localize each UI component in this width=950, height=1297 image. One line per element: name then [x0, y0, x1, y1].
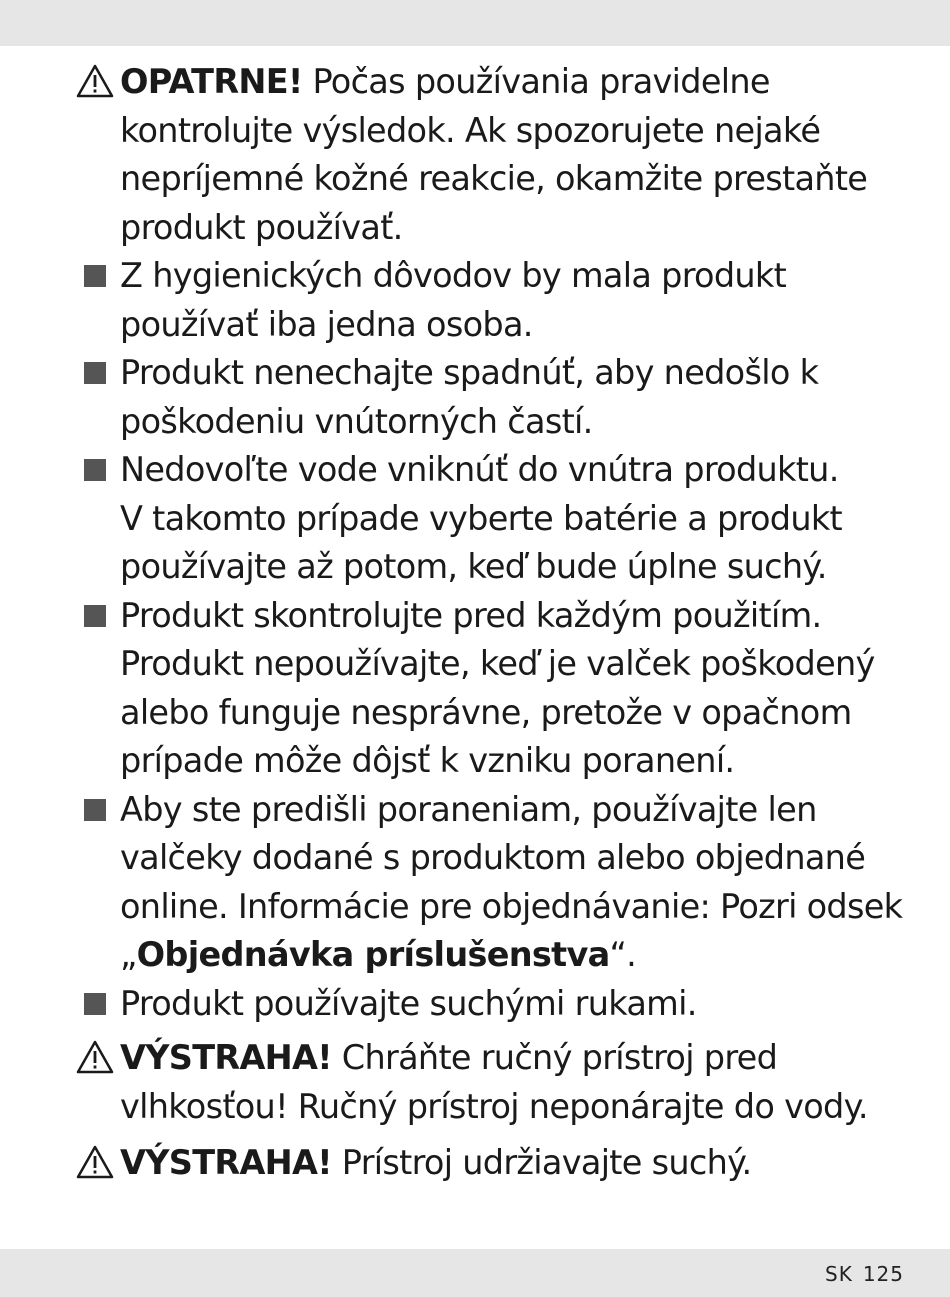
- text-line: produkt používať.: [120, 207, 403, 247]
- text-line: Počas používania pravidelne: [312, 62, 770, 101]
- text-line: Produkt nenechajte spadnúť, aby nedošlo k: [120, 353, 819, 392]
- text-line: používajte až potom, keď bude úplne suchý.: [120, 547, 827, 586]
- text-line: Aby ste predišli poraneniam, používajte len: [120, 789, 817, 829]
- warning-triangle-icon: [76, 1040, 114, 1074]
- text-line: prípade môže dôjsť k vzniku poranení.: [120, 741, 735, 780]
- list-item-inspect: [78, 592, 918, 786]
- text-line: Produkt nepoužívajte, keď je valček poškodený: [120, 644, 875, 683]
- text-line: vlhkosťou! Ručný prístroj neponárajte do vody.: [120, 1086, 868, 1126]
- quote-open: „: [120, 935, 137, 974]
- text-line: nepríjemné kožné reakcie, okamžite prestaňte: [120, 159, 868, 198]
- text-line: Produkt používajte suchými rukami.: [120, 983, 697, 1023]
- text-line: Prístroj udržiavajte suchý.: [341, 1143, 752, 1182]
- bullet-square-icon: [84, 993, 106, 1015]
- list-item-water: [78, 446, 918, 592]
- warning-vystraha-moisture: [78, 1034, 918, 1131]
- text-line: V takomto prípade vyberte batérie a produkt: [120, 498, 842, 538]
- text-line: kontrolujte výsledok. Ak spozorujete nejaké: [120, 110, 821, 150]
- warning-lead: VÝSTRAHA!: [120, 1143, 332, 1182]
- warning-vystraha-dry: [78, 1139, 918, 1188]
- list-item-dry-hands: [78, 980, 918, 1029]
- text-line: Chráňte ručný prístroj pred: [341, 1038, 778, 1077]
- warning-lead: VÝSTRAHA!: [120, 1038, 332, 1077]
- text-line: alebo funguje nesprávne, pretože v opačnom: [120, 692, 852, 732]
- list-item-drop: [78, 349, 918, 446]
- text-line: používať iba jedna osoba.: [120, 304, 533, 344]
- page-content: [78, 58, 918, 1188]
- page-footer: [815, 1262, 904, 1286]
- warning-triangle-icon: [76, 1145, 114, 1179]
- text-line: Produkt skontrolujte pred každým použitím.: [120, 595, 822, 635]
- text-line: valčeky dodané s produktom alebo objednané: [120, 838, 866, 877]
- text-line: online. Informácie pre objednávanie: Pozri odsek: [120, 886, 903, 926]
- bullet-square-icon: [84, 799, 106, 821]
- warning-opatrne: [78, 58, 918, 252]
- text-line: Z hygienických dôvodov by mala produkt: [120, 256, 787, 295]
- language-code: SK: [825, 1262, 853, 1286]
- list-item-rollers: [78, 786, 918, 980]
- bullet-square-icon: [84, 605, 106, 627]
- top-bar: [0, 0, 950, 46]
- text-line: poškodeniu vnútorných častí.: [120, 401, 593, 441]
- accessory-order-reference: Objednávka príslušenstva: [136, 935, 610, 974]
- page-number: 125: [862, 1262, 904, 1286]
- bullet-square-icon: [84, 362, 106, 384]
- footer-bar: [0, 1249, 950, 1297]
- quote-close: “.: [609, 935, 637, 974]
- text-line: Nedovoľte vode vniknúť do vnútra produktu.: [120, 450, 839, 489]
- warning-triangle-icon: [76, 64, 114, 98]
- warning-lead: OPATRNE!: [120, 62, 303, 101]
- bullet-square-icon: [84, 265, 106, 287]
- list-item-hygiene: [78, 252, 918, 349]
- bullet-square-icon: [84, 459, 106, 481]
